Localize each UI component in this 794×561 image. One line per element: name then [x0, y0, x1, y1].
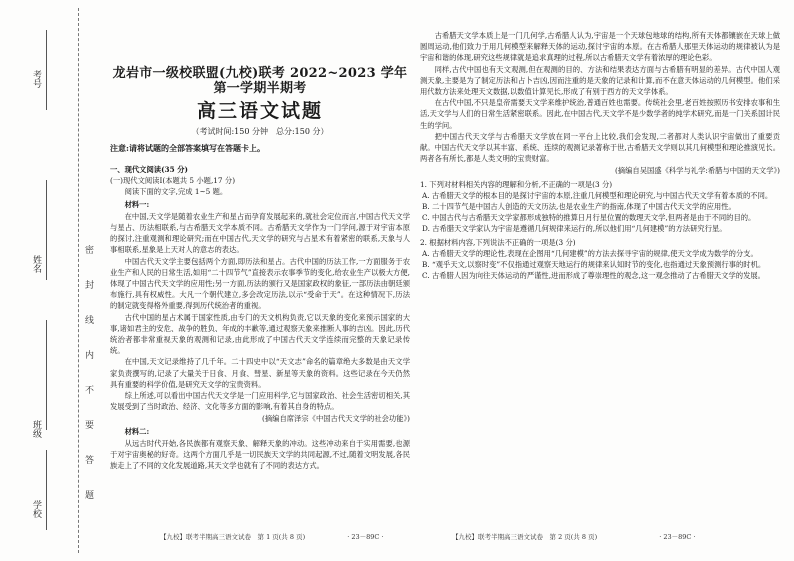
seal-char: 不 — [83, 385, 93, 394]
name-line — [46, 180, 47, 280]
paragraph: 把中国古代天文学与古希腊天文学放在同一平台上比较,我们会发现,二者都对人类认识宇宙做出了重要贡献。中国古代天文学以其丰富、系统、连续的观测记录著称于世,古希腊天文学则以其几何模型和理论推演见长。两者各有所长,都是人类文明的宝贵财富。 — [420, 131, 780, 164]
paragraph: 古代中国的星占术属于国家性质,由专门的天文机构负责,它以天象的变化来预示国家的大事,诸如君主的安危、战争的胜负、年成的丰歉等,通过观察天象来推断人事的吉凶。因此,历代统治者都非常重视天象的观测和记录,由此形成了中国古代天文学连续而完整的天象记录传统。 — [110, 312, 410, 356]
paragraph: 古希腊天文学本质上是一门几何学,古希腊人认为,宇宙是一个天球包地球的结构,所有天体都镶嵌在天球上做圆周运动,他们致力于用几何模型来解释天体的运动,探讨宇宙的本原。在古希腊人那里天体运动的规律被认为是宇宙和谐的体现,研究这些规律就是追求真理的过程,所以古希腊天文学有着浓厚的理论色彩。 — [420, 31, 780, 63]
answer-option: C. 古希腊人因为向往天体运动的严谨性,进而形成了尊崇理性的观念,这一观念推动了古希腊天文学的发展。 — [422, 271, 765, 281]
school-line — [46, 450, 47, 530]
answer-option: B. “观乎天文,以察时变”不仅指通过观察天地运行的规律来认知时节的变化,也指通过天象预测行事的时机。 — [422, 260, 766, 270]
page-footer-left — [160, 532, 400, 541]
footer-code: · 23－89C · — [347, 533, 384, 541]
seal-char: 封 — [83, 280, 93, 289]
answer-notice: 注意:请将试题的全部答案填写在答题卡上。 — [110, 143, 265, 153]
name-label: 姓名 — [31, 255, 41, 273]
seal-char: 密 — [83, 245, 93, 254]
class-label: 班级 — [31, 420, 41, 438]
material-label: 材料二: — [124, 426, 150, 436]
exam-title: 龙岩市一级校联盟(九校)联考 2022~2023 学年第一学期半期考 — [112, 66, 408, 96]
answer-option: D. 古希腊天文学家认为宇宙是遵循几何规律来运行的,所以他们用“几何建模”的方法研究行星。 — [422, 224, 727, 234]
footer-text: 【九校】联考半期高三语文试卷 第 2 页(共 8 页) — [452, 533, 598, 541]
paragraph: 在中国,天文学是随着农业生产和星占而孕育发展起来的,就社会定位而言,中国古代天文学与星占、历法相联系,与古希腊天文学本质不同。古希腊天文学作为一门学问,源于对宇宙本原的探讨,注重观测和理论研究;而在中国古代,天文学的研究与占星术有着紧密的联系,天象与人事相联系,星象是上天对人的意志的表达。 — [110, 211, 410, 255]
question-stem: 1. 下列对材料相关内容的理解和分析,不正确的一项是(3 分) — [420, 179, 613, 189]
footer-code: · 23－89C · — [659, 533, 696, 541]
subject-title: 高三语文试题 — [196, 100, 323, 122]
source-citation: (摘编自吴国盛《科学与礼学:希腊与中国的天文学》) — [614, 166, 780, 176]
seal-char: 答 — [83, 455, 93, 464]
exam-meta: （考试时间:150 分钟 总分:150 分） — [191, 127, 329, 136]
exam-no-line — [46, 30, 47, 110]
seal-char: 线 — [83, 315, 93, 324]
right-column — [420, 30, 780, 281]
answer-option: A. 古希腊天文学的根本目的是探讨宇宙的本原,注重几何模型和理论研究,与中国古代天文学有着本质的不同。 — [422, 190, 773, 200]
exam-no-label: 考号 — [31, 70, 41, 88]
paragraph: 中国古代天文学主要包括两个方面,即历法和星占。古代中国的历法工作,一方面服务于农业生产和人民的日常生活,如用“二十四节气”直接表示农事季节的变化,给农业生产以极大方便,体现了中国古代天文学的应用性;另一方面,历法的颁行又是国家政权的象征,一部历法由朝廷颁布施行,具有权威性。大凡一个朝代建立,多会改定历法,以示“受命于天”。在这种情况下,历法的制定就变得格外重要,得到历代统治者的重视。 — [110, 256, 410, 311]
page-footer-right — [452, 532, 782, 541]
paragraph: 综上所述,可以看出中国古代天文学是一门应用科学,它与国家政治、社会生活密切相关,其发展受到了当时政治、经济、文化等多方面的影响,有着其自身的特点。 — [110, 391, 410, 412]
seal-char: 内 — [83, 350, 93, 359]
paragraph: 同样,古代中国也有天文观测,但在观测的目的、方法和结果表达方面与古希腊有明显的差异。古代中国人观测天象,主要是为了制定历法和占卜吉凶,因而注重的是天象的记录和计算,而不在意天体运动的几何模型。他们采用代数方法来处理天文数据,以数值计算见长,形成了有别于西方的天文学体系。 — [420, 64, 780, 97]
seal-char: 要 — [83, 420, 93, 429]
paragraph: 在古代中国,不只是皇帝需要天文学来维护统治,普通百姓也需要。传统社会里,老百姓按照历书安排农事和生活,天文学与人们的日常生活紧密联系。因此,在中国古代,天文学不是少数学者的纯学术研究,而是一门关系国计民生的学问。 — [420, 98, 780, 130]
material-label: 材料一: — [124, 199, 150, 209]
left-column — [110, 30, 410, 471]
paragraph: 在中国,天文记录维持了几千年。二十四史中以“天文志”命名的篇章绝大多数是由天文学家负责撰写的,记录了大量关于日食、月食、彗星、新星等天象的资料。这些记录在今天仍然具有重要的科学价值,是研究天文学的宝贵资料。 — [110, 357, 410, 389]
answer-option: C. 中国古代与古希腊天文学家都形成独特的推算日月行星位置的数理天文学,但两者是由于不同的目的。 — [422, 213, 756, 223]
answer-option: B. 二十四节气是中国古人创造的天文历法,也是农业生产的指南,体现了中国古代天文学的应用性。 — [422, 202, 736, 212]
question-stem: 2. 根据材料内容,下列说法不正确的一项是(3 分) — [420, 237, 576, 247]
reading-instruction: 阅读下面的文字,完成 1~5 题。 — [124, 187, 228, 197]
answer-option: A. 古希腊天文学的理论性,表现在企图用“几何建模”的方法去探寻宇宙的规律,使天文学成为数学的分支。 — [422, 248, 758, 258]
binding-margin — [0, 0, 93, 561]
source-citation: (摘编自席泽宗《中国古代天文学的社会功能》) — [262, 414, 410, 424]
seal-char: 题 — [83, 490, 93, 499]
subsection-heading: (一)现代文阅读Ⅰ(本题共 5 小题,17 分) — [110, 176, 236, 186]
paragraph: 从远古时代开始,各民族都有观察天象、解释天象的冲动。这些冲动来自于实用需要,也源于对宇宙奥秘的好奇。这两个方面几乎是一切民族天文学的共同起源,不过,随着文明发展,各民族走上了不同的文化发展道路,其天文学也就有了不同的表达方式。 — [110, 438, 410, 471]
class-line — [46, 320, 47, 430]
school-label: 学校 — [31, 500, 41, 518]
section-heading: 一、现代文阅读(35 分) — [110, 165, 188, 174]
footer-text: 【九校】联考半期高三语文试卷 第 1 页(共 8 页) — [160, 533, 306, 541]
seal-dashed-line — [78, 8, 79, 553]
